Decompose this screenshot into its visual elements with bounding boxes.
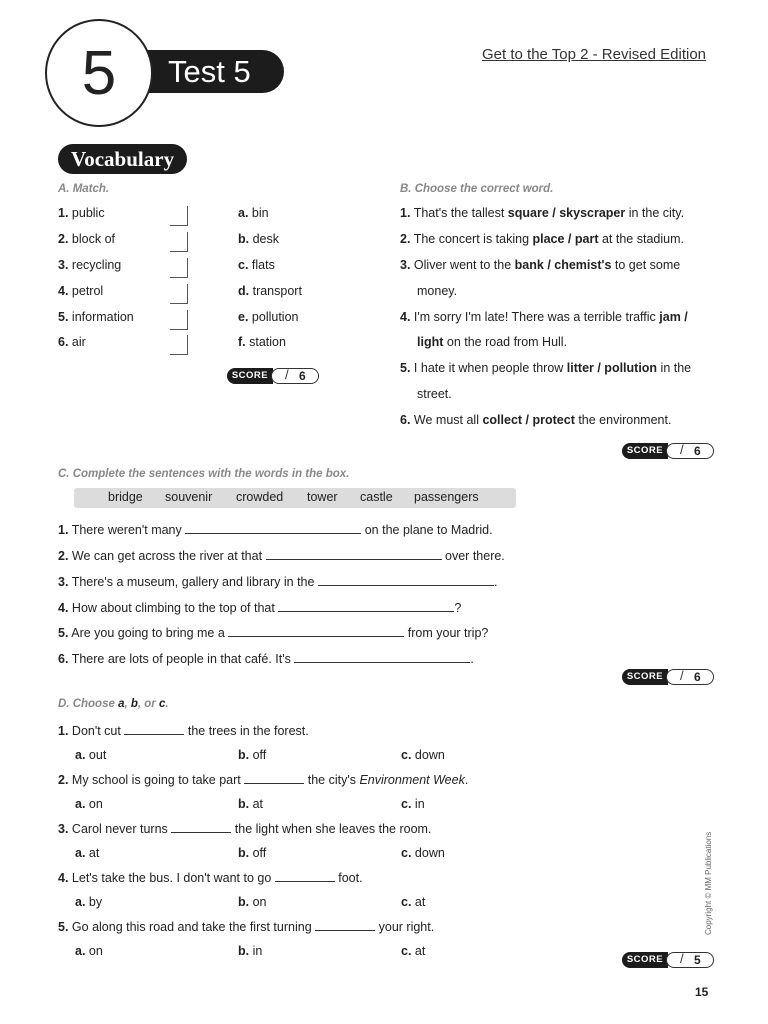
word-box-item: crowded bbox=[236, 490, 284, 504]
part-d-score: SCORE / 5 bbox=[622, 952, 714, 968]
option-text: at bbox=[414, 944, 426, 958]
item-number: 5. bbox=[400, 361, 411, 375]
option-letter: a. bbox=[75, 944, 86, 958]
item-text: block of bbox=[71, 232, 116, 246]
answer-option[interactable] bbox=[401, 846, 445, 860]
item-number: 4. bbox=[58, 284, 69, 298]
option-text: on bbox=[88, 944, 103, 958]
question-text: your right. bbox=[378, 920, 435, 934]
sentence-text: There's a museum, gallery and library in the bbox=[71, 575, 315, 589]
question-text: Let's take the bus. I don't want to go bbox=[71, 871, 272, 885]
sentence-text: ? bbox=[454, 601, 462, 615]
match-item bbox=[58, 232, 115, 246]
line-text: I'm sorry I'm late! There was a terrible traffic bbox=[413, 310, 660, 324]
line-text: That's the tallest bbox=[413, 206, 508, 220]
item-number: 1. bbox=[58, 206, 69, 220]
answer-blank[interactable] bbox=[275, 871, 335, 882]
sentence-text: . bbox=[470, 652, 474, 666]
item-text: petrol bbox=[71, 284, 104, 298]
option-text: out bbox=[88, 748, 107, 762]
answer-box[interactable] bbox=[170, 258, 188, 278]
question-text: foot. bbox=[338, 871, 363, 885]
option-letter: b. bbox=[238, 232, 250, 246]
item-number: 6. bbox=[400, 413, 411, 427]
word-choice[interactable]: place / part bbox=[532, 232, 599, 246]
match-item bbox=[58, 258, 121, 272]
match-option bbox=[238, 206, 269, 220]
option-text: desk bbox=[252, 232, 279, 246]
question bbox=[58, 773, 468, 787]
line-text: in the bbox=[657, 361, 692, 375]
item-number: 6. bbox=[58, 335, 69, 349]
match-option bbox=[238, 284, 302, 298]
question bbox=[58, 920, 434, 934]
question-text: the light when she leaves the room. bbox=[234, 822, 432, 836]
word-choice[interactable]: bank / chemist's bbox=[514, 258, 612, 272]
option-text: in bbox=[414, 797, 425, 811]
sentence bbox=[58, 549, 505, 563]
sentence-text: Are you going to bring me a bbox=[71, 626, 225, 640]
option-text: transport bbox=[252, 284, 302, 298]
option-letter: a. bbox=[75, 748, 86, 762]
score-label: SCORE bbox=[622, 952, 668, 968]
item-number: 3. bbox=[400, 258, 411, 272]
answer-blank[interactable] bbox=[318, 575, 494, 586]
answer-option[interactable] bbox=[238, 797, 263, 811]
answer-option[interactable] bbox=[75, 895, 102, 909]
question-text: My school is going to take part bbox=[71, 773, 241, 787]
question-text-italic: Environment Week bbox=[359, 773, 465, 787]
question-text: Don't cut bbox=[71, 724, 121, 738]
option-letter: a. bbox=[75, 895, 86, 909]
option-letter: c. bbox=[401, 944, 412, 958]
word-box-item: souvenir bbox=[165, 490, 213, 504]
part-a-score: SCORE / 6 bbox=[227, 368, 319, 384]
answer-blank[interactable] bbox=[124, 724, 184, 735]
sentence bbox=[58, 652, 474, 666]
part-c-score: SCORE / 6 bbox=[622, 669, 714, 685]
answer-option[interactable] bbox=[75, 748, 106, 762]
answer-option[interactable] bbox=[75, 944, 103, 958]
item-text: recycling bbox=[71, 258, 122, 272]
line-text: The concert is taking bbox=[413, 232, 533, 246]
option-letter: c. bbox=[238, 258, 249, 272]
answer-blank[interactable] bbox=[294, 652, 470, 663]
item-number: 3. bbox=[58, 575, 69, 589]
option-text: down bbox=[414, 846, 445, 860]
option-text: by bbox=[88, 895, 103, 909]
option-text: on bbox=[88, 797, 103, 811]
sentence bbox=[58, 575, 497, 589]
answer-option[interactable] bbox=[401, 748, 445, 762]
answer-option[interactable] bbox=[238, 748, 266, 762]
answer-box[interactable] bbox=[170, 284, 188, 304]
option-letter: f. bbox=[238, 335, 246, 349]
choice-line bbox=[417, 284, 457, 298]
score-field[interactable] bbox=[666, 952, 714, 968]
score-label: SCORE bbox=[622, 443, 668, 459]
item-text: public bbox=[71, 206, 105, 220]
sentence-text: on the plane to Madrid. bbox=[364, 523, 493, 537]
option-text: at bbox=[252, 797, 264, 811]
sentence-text: over there. bbox=[445, 549, 505, 563]
question-text: Carol never turns bbox=[71, 822, 168, 836]
question-number: 1. bbox=[58, 724, 69, 738]
line-text: I hate it when people throw bbox=[413, 361, 567, 375]
score-max: 6 bbox=[694, 444, 701, 458]
item-number: 3. bbox=[58, 258, 69, 272]
option-letter: a. bbox=[75, 797, 86, 811]
choice-line bbox=[400, 258, 680, 272]
line-text: the environment. bbox=[574, 413, 672, 427]
word-box-item: tower bbox=[307, 490, 338, 504]
word-box-item: castle bbox=[360, 490, 393, 504]
sentence bbox=[58, 523, 493, 537]
item-number: 5. bbox=[58, 310, 69, 324]
answer-option[interactable] bbox=[75, 797, 103, 811]
match-item bbox=[58, 206, 105, 220]
line-text: Oliver went to the bbox=[413, 258, 515, 272]
question-number: 4. bbox=[58, 871, 69, 885]
question-number: 3. bbox=[58, 822, 69, 836]
item-number: 4. bbox=[58, 601, 69, 615]
part-a-instruction: A. Match. bbox=[58, 183, 110, 195]
option-letter: b. bbox=[238, 944, 250, 958]
choice-line bbox=[400, 310, 688, 324]
line-text: money. bbox=[417, 284, 458, 298]
score-max: 6 bbox=[299, 369, 306, 383]
word-box bbox=[74, 488, 516, 508]
score-field[interactable] bbox=[666, 669, 714, 685]
option-letter: c. bbox=[401, 846, 412, 860]
answer-blank[interactable] bbox=[171, 822, 231, 833]
choice-line bbox=[400, 361, 691, 375]
choice-line bbox=[417, 387, 452, 401]
sentence bbox=[58, 626, 488, 640]
answer-blank[interactable] bbox=[185, 523, 361, 534]
word-choice[interactable]: litter / pollution bbox=[566, 361, 658, 375]
item-number: 6. bbox=[58, 652, 69, 666]
choice-line bbox=[417, 335, 567, 349]
score-max: 6 bbox=[694, 670, 701, 684]
option-letter: a. bbox=[238, 206, 249, 220]
series-title: Get to the Top 2 - Revised Edition bbox=[482, 46, 707, 63]
option-letter: d. bbox=[238, 284, 250, 298]
item-number: 2. bbox=[58, 232, 69, 246]
item-number: 1. bbox=[58, 523, 69, 537]
option-letter: b. bbox=[238, 797, 250, 811]
score-label: SCORE bbox=[227, 368, 273, 384]
answer-option[interactable] bbox=[238, 944, 262, 958]
word-choice[interactable]: square / skyscraper bbox=[507, 206, 626, 220]
option-letter: b. bbox=[238, 846, 250, 860]
option-letter: c. bbox=[401, 895, 412, 909]
answer-blank[interactable] bbox=[315, 920, 375, 931]
question-number: 5. bbox=[58, 920, 69, 934]
option-text: pollution bbox=[251, 310, 299, 324]
match-item bbox=[58, 335, 86, 349]
score-field[interactable] bbox=[666, 443, 714, 459]
answer-blank[interactable] bbox=[278, 601, 454, 612]
match-option bbox=[238, 335, 286, 349]
test-title: Test 5 bbox=[118, 50, 284, 93]
word-choice[interactable]: collect / protect bbox=[482, 413, 575, 427]
match-item bbox=[58, 310, 134, 324]
option-letter: b. bbox=[238, 748, 250, 762]
answer-box[interactable] bbox=[170, 206, 188, 226]
sentence-text: There weren't many bbox=[71, 523, 182, 537]
line-text: on the road from Hull. bbox=[443, 335, 568, 349]
page-number: 15 bbox=[695, 985, 709, 999]
option-text: on bbox=[252, 895, 267, 909]
item-number: 5. bbox=[58, 626, 69, 640]
option-text: in bbox=[252, 944, 263, 958]
sentence-text: There are lots of people in that café. It's bbox=[71, 652, 291, 666]
answer-option[interactable] bbox=[238, 895, 267, 909]
answer-option[interactable] bbox=[238, 846, 266, 860]
copyright-notice: Copyright © MM Publications bbox=[704, 831, 713, 935]
line-text: in the city. bbox=[625, 206, 685, 220]
match-item bbox=[58, 284, 103, 298]
option-text: at bbox=[414, 895, 426, 909]
word-choice[interactable]: light bbox=[417, 335, 444, 349]
part-d-instruction: D. Choose a, b, or c. bbox=[58, 698, 169, 710]
answer-blank[interactable] bbox=[228, 626, 404, 637]
match-option bbox=[238, 310, 299, 324]
answer-option[interactable] bbox=[401, 797, 425, 811]
question-text: . bbox=[464, 773, 469, 787]
option-text: down bbox=[414, 748, 445, 762]
question bbox=[58, 871, 363, 885]
item-number: 4. bbox=[400, 310, 411, 324]
option-letter: b. bbox=[238, 895, 250, 909]
answer-option[interactable] bbox=[401, 944, 425, 958]
option-text: bin bbox=[251, 206, 269, 220]
score-max: 5 bbox=[694, 953, 701, 967]
item-text: air bbox=[71, 335, 86, 349]
item-number: 2. bbox=[400, 232, 411, 246]
choice-line bbox=[400, 413, 671, 427]
answer-blank[interactable] bbox=[244, 773, 304, 784]
answer-blank[interactable] bbox=[266, 549, 442, 560]
answer-box[interactable] bbox=[170, 232, 188, 252]
option-text: off bbox=[252, 748, 267, 762]
option-letter: e. bbox=[238, 310, 249, 324]
sentence bbox=[58, 601, 461, 615]
sentence-text: How about climbing to the top of that bbox=[71, 601, 275, 615]
sentence-text: We can get across the river at that bbox=[71, 549, 263, 563]
line-text: at the stadium. bbox=[598, 232, 684, 246]
score-label: SCORE bbox=[622, 669, 668, 685]
answer-box[interactable] bbox=[170, 335, 188, 355]
question-text: Go along this road and take the first turning bbox=[71, 920, 312, 934]
answer-box[interactable] bbox=[170, 310, 188, 330]
match-option bbox=[238, 232, 279, 246]
choice-line bbox=[400, 206, 684, 220]
line-text: to get some bbox=[611, 258, 681, 272]
match-option bbox=[238, 258, 275, 272]
option-letter: a. bbox=[75, 846, 86, 860]
line-text: street. bbox=[417, 387, 452, 401]
question bbox=[58, 822, 431, 836]
item-number: 1. bbox=[400, 206, 411, 220]
answer-option[interactable] bbox=[75, 846, 99, 860]
question-text: the trees in the forest. bbox=[187, 724, 309, 738]
question bbox=[58, 724, 309, 738]
option-text: flats bbox=[251, 258, 275, 272]
sentence-text: from your trip? bbox=[407, 626, 489, 640]
word-choice[interactable]: jam / bbox=[659, 310, 688, 324]
section-title: Vocabulary bbox=[58, 144, 187, 174]
option-text: at bbox=[88, 846, 100, 860]
word-box-item: passengers bbox=[414, 490, 479, 504]
score-field[interactable] bbox=[271, 368, 319, 384]
option-text: station bbox=[249, 335, 286, 349]
word-box-item: bridge bbox=[108, 490, 143, 504]
item-number: 2. bbox=[58, 549, 69, 563]
answer-option[interactable] bbox=[401, 895, 425, 909]
part-c-instruction: C. Complete the sentences with the words in the box. bbox=[58, 468, 350, 480]
question-text: the city's bbox=[307, 773, 360, 787]
line-text: We must all bbox=[413, 413, 483, 427]
choice-line bbox=[400, 232, 684, 246]
item-text: information bbox=[71, 310, 134, 324]
option-text: off bbox=[252, 846, 267, 860]
part-b-score: SCORE / 6 bbox=[622, 443, 714, 459]
question-number: 2. bbox=[58, 773, 69, 787]
option-letter: c. bbox=[401, 797, 412, 811]
part-b-instruction: B. Choose the correct word. bbox=[400, 183, 554, 195]
unit-number-circle: 5 bbox=[45, 19, 153, 127]
option-letter: c. bbox=[401, 748, 412, 762]
sentence-text: . bbox=[493, 575, 498, 589]
